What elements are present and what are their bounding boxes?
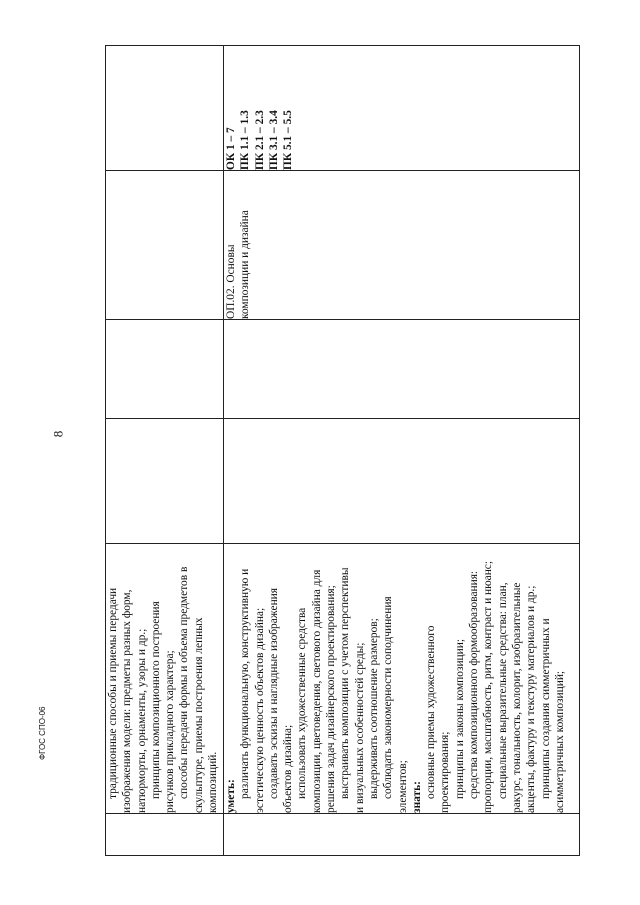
competence-code: ПК 3.1 – 3.4 — [267, 110, 280, 170]
page-number: 8 — [50, 430, 66, 438]
text-line: традиционные способы и приемы передачи — [107, 587, 119, 799]
competence-table — [105, 45, 580, 856]
discipline-line: композиции и дизайна — [239, 210, 252, 319]
text-line: использовать художественные средства — [296, 607, 309, 799]
text-line: объектов дизайна; — [282, 724, 295, 813]
table-row — [106, 46, 224, 856]
cell-competences — [106, 46, 224, 171]
text-line: знать: — [410, 781, 423, 813]
text-line: выдерживать соотношение размеров; — [367, 618, 380, 799]
text-line: выстраивать композиции с учетом перспективы — [339, 567, 352, 799]
cell-discipline — [106, 171, 224, 320]
cell-hours — [106, 419, 224, 544]
text-line: способы передачи формы и объема предметов в — [178, 566, 191, 799]
cell-competences — [224, 46, 580, 171]
competence-code: ПК 2.1 – 2.3 — [253, 110, 266, 170]
text-line: композиций. — [207, 751, 220, 813]
text-line: асимметричных композиций; — [553, 670, 566, 813]
text-line: скульптуре, приемы построения лепных — [192, 617, 205, 813]
text-line: композиции, цветоведения, светового дизайна для — [310, 569, 323, 813]
text-line: решения задач дизайнерского проектирования; — [325, 585, 338, 813]
text-line: элементов; — [396, 760, 409, 813]
text-line: различать функциональную, конструктивную и — [239, 568, 252, 799]
text-line: принципы и законы композиции; — [453, 639, 466, 799]
text-line: принципы создания симметричных и — [539, 618, 552, 799]
text-line: уметь: — [225, 779, 237, 813]
competence-code: ПК 5.1 – 5.5 — [282, 110, 295, 170]
footer-code: ФГОС СПО-06 — [38, 706, 47, 760]
text-line: изображения модели: предметы разных форм, — [121, 589, 134, 813]
text-line: ракурс, тональность, колорит, изобразительные — [510, 582, 523, 813]
text-line: и визуальных особенностей среды; — [353, 642, 366, 813]
competence-code: ПК 1.1 – 1.3 — [239, 110, 252, 170]
cell-content — [106, 544, 224, 814]
cell-hours — [224, 419, 580, 544]
text-line: натюрморты, орнаменты, узоры и др.; — [135, 628, 148, 813]
text-line: соблюдать закономерности соподчинения — [382, 596, 395, 799]
text-line: эстетическую ценность объектов дизайна; — [253, 607, 266, 813]
text-line: специальные выразительные средства: план, — [496, 582, 509, 799]
text-line: акценты, фактуру и текстуру материалов и др.; — [525, 585, 538, 813]
text-line: создавать эскизы и наглядные изображения — [267, 587, 280, 799]
competence-code: ОК 1 – 7 — [225, 127, 237, 170]
rotated-page — [105, 46, 580, 856]
text-line: рисунков прикладного характера; — [164, 650, 177, 813]
text-line: проектирования; — [439, 731, 452, 813]
text-line: средства композиционного формообразования: — [468, 570, 481, 799]
table-row — [224, 46, 580, 856]
text-line: пропорции, масштабность, ритм, контраст и нюанс; — [482, 560, 495, 813]
text-line: основные приемы художественного — [425, 625, 438, 799]
cell-index — [224, 814, 580, 856]
cell-index — [106, 814, 224, 856]
text-line: принципы композиционного построения — [149, 601, 162, 799]
cell-hours-2 — [224, 320, 580, 419]
cell-content — [224, 544, 580, 814]
cell-discipline — [224, 171, 580, 320]
discipline-line: ОП.02. Основы — [225, 244, 237, 319]
cell-hours-2 — [106, 320, 224, 419]
